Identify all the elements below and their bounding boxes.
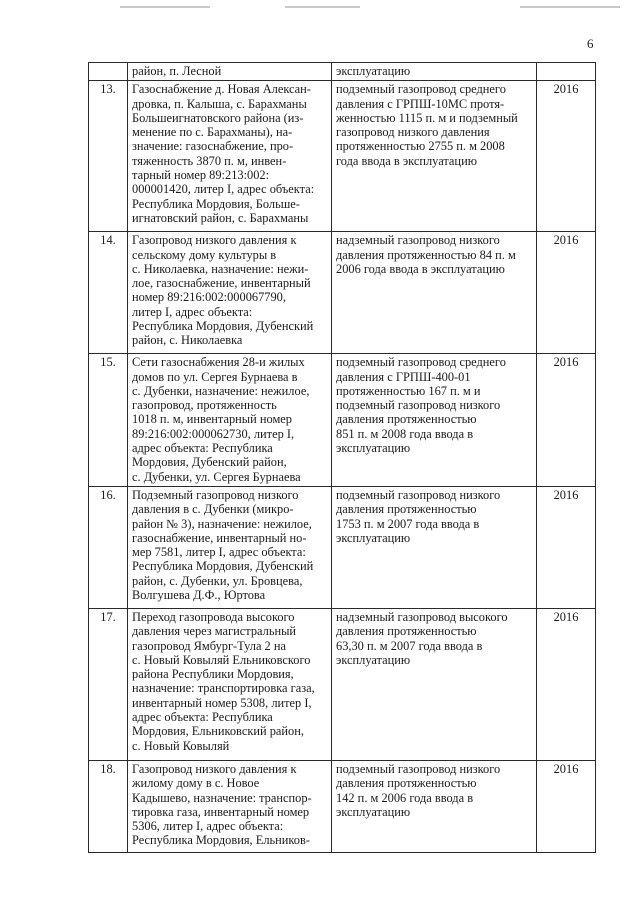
object-text-line: Газопровод низкого давления к [132, 233, 297, 248]
object-text-line: Большеигнатовского района (из- [132, 110, 304, 125]
object-description-cell [332, 354, 537, 487]
object-text-line: 000001420, литер I, адрес объекта: [132, 182, 315, 197]
description-text-line: 63,30 п. м 2007 года ввода в [336, 638, 483, 653]
object-name-cell [128, 760, 332, 852]
object-text-line: тировка газа, инвентарный номер [132, 804, 310, 819]
description-text-line: подземный газопровод низкого [336, 487, 501, 502]
object-text-line: Волгушева Д.Ф., Юртова [132, 588, 266, 603]
description-text-line: подземный газопровод среднего [336, 82, 506, 97]
object-text-line: адрес объекта: Республика [132, 710, 273, 725]
object-text-line: жилому дому в с. Новое [132, 776, 260, 791]
scan-artifact-left [120, 6, 210, 8]
description-text-line: давления протяженностью [336, 776, 477, 791]
year-cell: 2016 [537, 608, 596, 760]
year-cell: 2016 [537, 81, 596, 232]
description-text-line: давления протяженностью 84 п. м [336, 247, 516, 262]
object-text-line: 1018 п. м, инвентарный номер [132, 412, 292, 427]
description-text-line: подземный газопровод низкого [336, 398, 501, 413]
object-text-line: назначение: транспортировка газа, [132, 681, 315, 696]
object-text-line: газопровод Ямбург-Тула 2 на [132, 638, 286, 653]
object-text-line: Подземный газопровод низкого [132, 487, 299, 502]
object-text-line: с. Новый Ковыляй [132, 738, 230, 753]
table-row [89, 63, 596, 81]
row-number-cell [89, 63, 128, 81]
description-text-line: давления протяженностью [336, 502, 477, 517]
row-number-cell: 16. [89, 486, 128, 608]
object-text-line: Газоснабжение д. Новая Алексан- [132, 82, 311, 97]
object-name-cell [128, 354, 332, 487]
description-text-line: эксплуатацию [336, 804, 411, 819]
year-cell: 2016 [537, 486, 596, 608]
object-name-cell [128, 608, 332, 760]
object-name-cell [128, 486, 332, 608]
object-text-line: Газопровод низкого давления к [132, 761, 297, 776]
object-text-line: 5306, литер I, адрес объекта: [132, 819, 284, 834]
description-text-line: давления с ГРПШ-400-01 [336, 369, 471, 384]
object-name-cell [128, 63, 332, 81]
description-text-line: года ввода в эксплуатацию [336, 153, 477, 168]
description-text-line: давления протяженностью [336, 412, 477, 427]
year-cell: 2016 [537, 760, 596, 852]
object-text-line: Мордовия, Ельниковский район, [132, 724, 304, 739]
table-body [89, 63, 596, 853]
object-description-cell [332, 486, 537, 608]
object-text-line: район, с. Николаевка [132, 333, 243, 348]
row-number-cell: 17. [89, 608, 128, 760]
description-text-line: подземный газопровод низкого [336, 761, 501, 776]
table-row [89, 232, 596, 354]
description-text-line: надземный газопровод высокого [336, 609, 508, 624]
object-text-line: район, с. Дубенки, ул. Бровцева, [132, 573, 303, 588]
object-text-line: газоснабжение, инвентарный но- [132, 530, 307, 545]
object-text-line: 89:216:002:000062730, литер I, [132, 426, 295, 441]
object-description-cell [332, 608, 537, 760]
description-text-line: надземный газопровод низкого [336, 233, 500, 248]
object-text-line: тарный номер 89:213:002: [132, 168, 270, 183]
object-description-cell [332, 760, 537, 852]
table-row [89, 354, 596, 487]
object-text-line: района Республики Мордовия, [132, 667, 294, 682]
description-text-line: подземный газопровод среднего [336, 355, 506, 370]
object-text-line: значение: газоснабжение, про- [132, 139, 294, 154]
object-description-cell [332, 232, 537, 354]
description-text-line: давления протяженностью [336, 624, 477, 639]
object-text-line: тяженность 3870 п. м, инвен- [132, 153, 287, 168]
object-text-line: с. Дубенки, ул. Сергея Бурнаева [132, 469, 301, 484]
description-text-line: эксплуатацию [336, 530, 411, 545]
object-text-line: мер 7581, литер I, адрес объекта: [132, 545, 306, 560]
row-number-cell: 15. [89, 354, 128, 487]
row-number-cell: 14. [89, 232, 128, 354]
scan-artifact-center [285, 6, 360, 8]
object-text-line: район № 3), назначение: нежилое, [132, 516, 312, 531]
object-text-line: инвентарный номер 5308, литер I, [132, 695, 312, 710]
object-text-line: с. Дубенки, назначение: нежилое, [132, 383, 310, 398]
object-text-line: Сети газоснабжения 28-и жилых [132, 355, 305, 370]
object-text-line: Республика Мордовия, Дубенский [132, 319, 314, 334]
description-text-line: эксплуатацию [336, 64, 411, 78]
description-text-line: женностью 1115 п. м и подземный [336, 110, 518, 125]
row-number-cell: 13. [89, 81, 128, 232]
object-text-line: Кадышево, назначение: транспор- [132, 790, 312, 805]
object-text-line: литер I, адрес объекта: [132, 304, 253, 319]
object-description-cell [332, 81, 537, 232]
scan-artifact-right [520, 6, 620, 8]
object-text-line: Республика Мордовия, Дубенский [132, 559, 314, 574]
object-text-line: давления в с. Дубенки (микро- [132, 502, 294, 517]
object-text-line: дровка, п. Калыша, с. Барахманы [132, 96, 307, 111]
year-cell [537, 63, 596, 81]
table-row [89, 760, 596, 852]
description-text-line: 2006 года ввода в эксплуатацию [336, 261, 505, 276]
object-text-line: лое, газоснабжение, инвентарный [132, 276, 311, 291]
object-text-line: номер 89:216:002:000067790, [132, 290, 286, 305]
description-text-line: 851 п. м 2008 года ввода в [336, 426, 474, 441]
table-row [89, 608, 596, 760]
description-text-line: эксплуатацию [336, 652, 411, 667]
object-description-cell [332, 63, 537, 81]
year-cell: 2016 [537, 354, 596, 487]
object-text-line: домов по ул. Сергея Бурнаева в [132, 369, 298, 384]
object-name-cell [128, 81, 332, 232]
property-register-table [88, 62, 596, 853]
object-text-line: Переход газопровода высокого [132, 609, 295, 624]
object-text-line: район, п. Лесной [132, 64, 222, 78]
description-text-line: протяженностью 2755 п. м 2008 [336, 139, 505, 154]
table-row [89, 81, 596, 232]
object-text-line: игнатовский район, с. Барахманы [132, 210, 309, 225]
page-number: 6 [587, 36, 594, 51]
year-cell: 2016 [537, 232, 596, 354]
description-text-line: давления с ГРПШ-10МС протя- [336, 96, 505, 111]
description-text-line: протяженностью 167 п. м и [336, 383, 481, 398]
description-text-line: 142 п. м 2006 года ввода в [336, 790, 474, 805]
object-text-line: газопровод, протяженность [132, 398, 277, 413]
row-number-cell: 18. [89, 760, 128, 852]
object-text-line: Республика Мордовия, Больше- [132, 196, 300, 211]
object-text-line: сельскому дому культуры в [132, 247, 277, 262]
object-text-line: менение по с. Барахманы), на- [132, 125, 293, 140]
object-text-line: Мордовия, Дубенский район, [132, 455, 287, 470]
description-text-line: эксплуатацию [336, 441, 411, 456]
description-text-line: газопровод низкого давления [336, 125, 490, 140]
table-row [89, 486, 596, 608]
object-text-line: адрес объекта: Республика [132, 441, 273, 456]
object-text-line: Республика Мордовия, Ельников- [132, 833, 310, 848]
object-name-cell [128, 232, 332, 354]
object-text-line: с. Новый Ковыляй Ельниковского [132, 652, 311, 667]
object-text-line: давления через магистральный [132, 624, 297, 639]
description-text-line: 1753 п. м 2007 года ввода в [336, 516, 480, 531]
object-text-line: с. Николаевка, назначение: нежи- [132, 261, 309, 276]
